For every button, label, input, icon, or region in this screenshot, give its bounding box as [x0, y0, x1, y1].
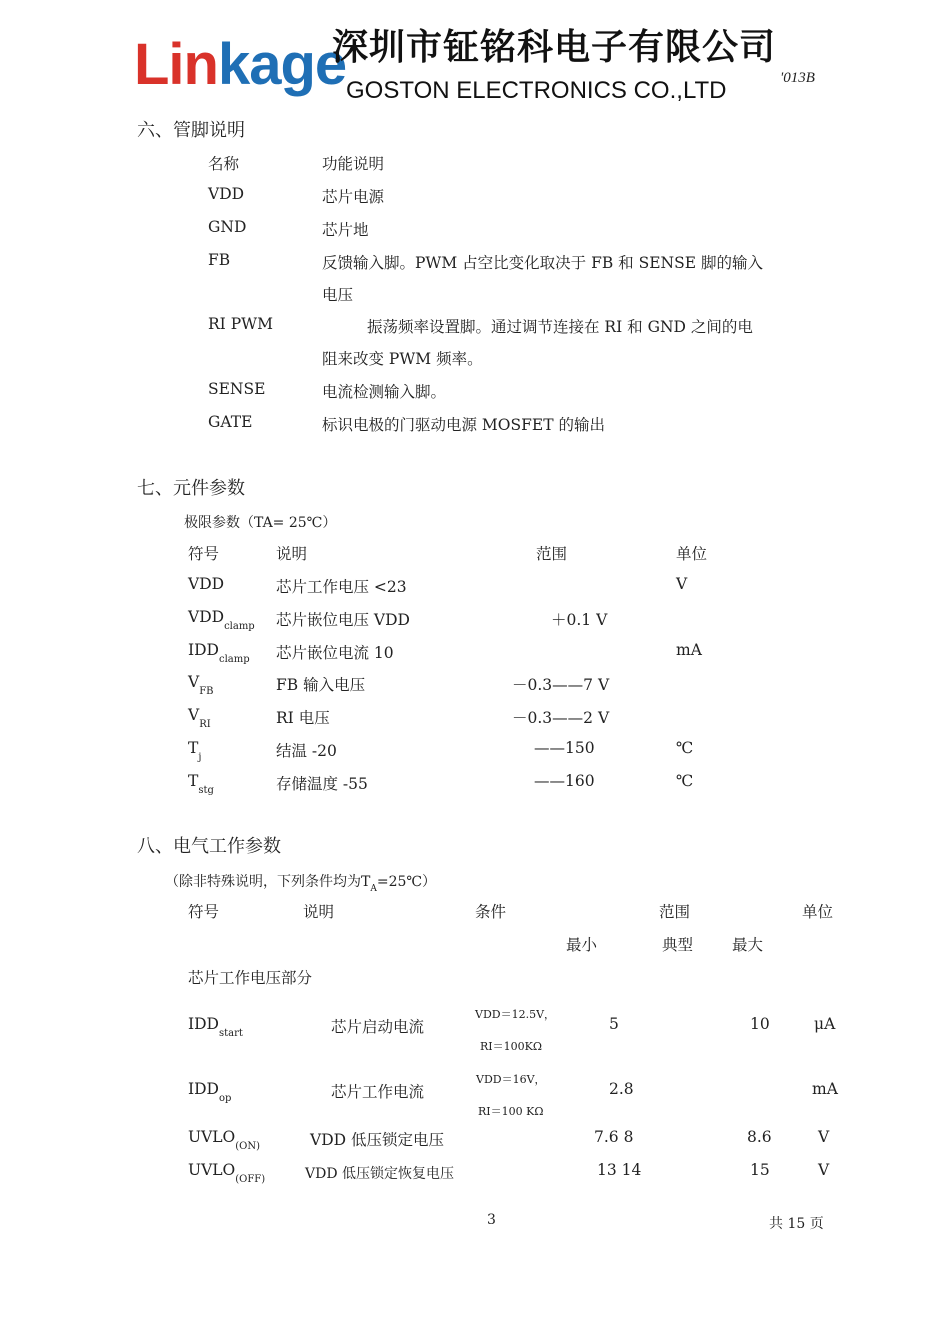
limit-range: －0.3——7 V [512, 676, 610, 694]
limit-desc: RI 电压 [276, 709, 330, 727]
limit-desc: 芯片工作电压 <23 [276, 578, 407, 596]
limit-symbol: $V_{RI}$ [188, 706, 211, 730]
section-6-title: 六、管脚说明 [137, 120, 245, 141]
elec-unit: mA [812, 1080, 838, 1098]
elec-desc: VDD 低压锁定电压 [310, 1131, 444, 1149]
limit-symbol: VDD [188, 575, 225, 593]
limit-desc: 存储温度 -55 [276, 775, 368, 793]
pin-name: VDD [208, 185, 245, 203]
elec-symbol: $IDD_{op}$ [188, 1080, 232, 1104]
pin-name: RI PWM [208, 315, 273, 333]
limit-range: ——150 [534, 739, 595, 757]
elec-min: 13 14 [597, 1161, 642, 1179]
elec-desc: 芯片启动电流 [331, 1018, 425, 1036]
elec-cond: VDD＝16V， [476, 1073, 546, 1086]
elec-head-min: 最小 [566, 936, 598, 954]
limit-desc: 结温 -20 [276, 742, 337, 760]
limit-symbol: $T_j$ [188, 739, 202, 763]
pin-name: GATE [208, 413, 253, 431]
limit-head-desc: 说明 [276, 545, 308, 563]
elec-symbol: $IDD_{start}$ [188, 1015, 243, 1039]
section-8-title: 八、电气工作参数 [137, 836, 281, 857]
section-8-subtitle: （除非特殊说明，下列条件均为$T_A=25℃$） [165, 874, 437, 894]
elec-head-max: 最大 [732, 936, 764, 954]
limit-unit: mA [676, 641, 702, 659]
elec-max: 15 [750, 1161, 770, 1179]
limit-range: ＋0.1 V [551, 611, 608, 629]
elec-max: 8.6 [747, 1128, 772, 1146]
page-number: 3 [487, 1212, 496, 1228]
elec-head-typ: 典型 [662, 936, 694, 954]
elec-head-range: 范围 [659, 903, 691, 921]
pin-name: GND [208, 218, 247, 236]
pin-table-head-desc: 功能说明 [322, 155, 385, 173]
pin-desc: 标识电极的门驱动电源 MOSFET 的输出 [322, 416, 605, 434]
elec-head-desc: 说明 [303, 903, 335, 921]
elec-cond: RI＝100 KΩ [478, 1105, 544, 1118]
company-name-en: GOSTON ELECTRONICS CO.,LTD [346, 77, 727, 104]
elec-head-symbol: 符号 [188, 903, 220, 921]
elec-symbol: $UVLO_{(OFF)}$ [188, 1161, 266, 1185]
elec-group-label: 芯片工作电压部分 [188, 969, 313, 987]
limit-unit: ℃ [676, 739, 694, 757]
limit-head-symbol: 符号 [188, 545, 220, 563]
pin-desc: 反馈输入脚。PWM 占空比变化取决于 FB 和 SENSE 脚的输入 [322, 254, 763, 272]
pin-desc-cont: 阻来改变 PWM 频率。 [322, 350, 483, 368]
pin-desc: 芯片电源 [322, 188, 385, 206]
elec-min: 5 [609, 1015, 619, 1033]
limit-range: －0.3——2 V [512, 709, 610, 727]
pin-table-head-name: 名称 [208, 155, 240, 173]
elec-desc: 芯片工作电流 [331, 1083, 425, 1101]
elec-cond: RI＝100KΩ [480, 1040, 542, 1053]
pin-name: SENSE [208, 380, 266, 398]
page-total: 共 15 页 [769, 1216, 824, 1232]
limit-unit: ℃ [676, 772, 694, 790]
limit-desc: FB 输入电压 [276, 676, 366, 694]
company-name-cn: 深圳市钲铭科电子有限公司 [332, 27, 777, 68]
elec-head-cond: 条件 [475, 903, 507, 921]
elec-head-unit: 单位 [802, 903, 834, 921]
limit-symbol: $V_{FB}$ [188, 673, 214, 697]
elec-max: 10 [750, 1015, 770, 1033]
pin-desc: 振荡频率设置脚。通过调节连接在 RI 和 GND 之间的电 [367, 318, 753, 336]
elec-desc: VDD 低压锁定恢复电压 [305, 1166, 455, 1182]
limit-symbol: $T_{stg}$ [188, 772, 214, 796]
pin-name: FB [208, 251, 231, 269]
elec-unit: V [818, 1161, 830, 1179]
logo-red-part: Lin [134, 32, 218, 97]
limit-symbol: $IDD_{clamp}$ [188, 641, 250, 665]
limit-unit: V [676, 575, 688, 593]
company-logo [134, 30, 346, 100]
limit-range: ——160 [534, 772, 595, 790]
section-7-subtitle: 极限参数（TA= 25℃） [184, 515, 337, 531]
pin-desc: 芯片地 [322, 221, 369, 239]
pin-desc: 电流检测输入脚。 [322, 383, 447, 401]
elec-min: 7.6 8 [594, 1128, 634, 1146]
limit-head-range: 范围 [536, 545, 568, 563]
elec-symbol: $UVLO_{(ON)}$ [188, 1128, 261, 1152]
elec-cond: VDD＝12.5V， [475, 1008, 556, 1021]
limit-symbol: $VDD_{clamp}$ [188, 608, 255, 632]
pin-desc-cont: 电压 [322, 286, 354, 304]
elec-unit: V [818, 1128, 830, 1146]
elec-unit: μA [814, 1015, 836, 1033]
section-7-title: 七、元件参数 [137, 478, 245, 499]
limit-desc: 芯片嵌位电压 VDD [276, 611, 410, 629]
limit-desc: 芯片嵌位电流 10 [276, 644, 394, 662]
elec-min: 2.8 [609, 1080, 634, 1098]
limit-head-unit: 单位 [676, 545, 708, 563]
document-code: '013B [780, 70, 815, 86]
logo-blue-part: kage [217, 32, 347, 97]
